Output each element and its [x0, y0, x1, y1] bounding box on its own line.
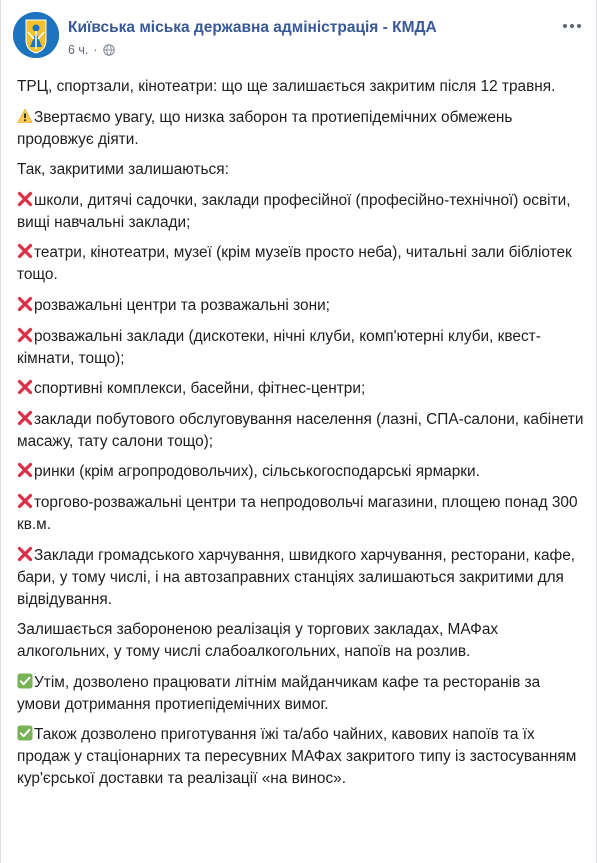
paragraph-text: театри, кінотеатри, музеї (крім музеїв просто неба), читальні зали бібліотек тощо.: [17, 244, 572, 284]
cross-mark-icon: [17, 546, 33, 562]
paragraph-text: заклади побутового обслуговування населення (лазні, СПА-салони, кабінети масажу, тату салони тощо);: [17, 410, 584, 450]
meta-separator: ·: [93, 43, 98, 57]
paragraph-text: спортивні комплекси, басейни, фітнес-центри;: [34, 380, 366, 398]
paragraph-text: ТРЦ, спортзали, кінотеатри: що ще залишається закритим після 12 травня.: [17, 78, 556, 95]
cross-mark-icon: [17, 410, 33, 426]
warning-icon: [17, 108, 33, 124]
post-paragraph: [17, 326, 587, 370]
post-text: [17, 76, 587, 799]
page-avatar[interactable]: [13, 12, 59, 58]
cross-mark-icon: [17, 327, 33, 343]
paragraph-text: Залишається забороненою реалізація у торгових закладах, МАФах алкогольних, у тому числі слабоалкогольних, напоїв на розлив.: [17, 621, 499, 661]
paragraph-text: ринки (крім агропродовольчих), сільськогосподарські ярмарки.: [34, 463, 480, 481]
check-mark-icon: [17, 725, 33, 741]
post-paragraph: [17, 107, 587, 151]
post-paragraph: [17, 492, 587, 536]
paragraph-text: торгово-розважальні центри та непродовольчі магазини, площею понад 300 кв.м.: [17, 493, 578, 533]
post-paragraph: [17, 76, 587, 98]
more-dot-icon: [577, 24, 581, 28]
more-options-button[interactable]: [560, 16, 584, 36]
post-header: [13, 12, 584, 58]
paragraph-text: Так, закритими залишаються:: [17, 161, 229, 179]
cross-mark-icon: [17, 243, 33, 259]
post-paragraph: [17, 672, 587, 716]
post-paragraph: [17, 724, 587, 790]
page-name-link[interactable]: Київська міська державна адміністрація - КМДА: [68, 19, 437, 36]
post-paragraph: [17, 545, 587, 611]
paragraph-text: Заклади громадського харчування, швидкого харчування, ресторани, кафе, бари, у тому числі, і на автозаправних станціях залишаються закритими для відвідування.: [17, 546, 576, 608]
kyiv-coat-of-arms-icon: [13, 12, 59, 58]
paragraph-text: Звертаємо увагу, що низка заборон та протиепідемічних обмежень продовжує діяти.: [17, 108, 513, 148]
globe-icon: [103, 44, 115, 56]
paragraph-text: розважальні центри та розважальні зони;: [34, 296, 330, 314]
paragraph-text: Також дозволено приготування їжі та/або чайних, кавових напоїв та їх продаж у стаціонарних та пересувних МАФах закритого типу із застосуванням кур'єрської доставки та реалізації «на винос».: [17, 726, 577, 788]
cross-mark-icon: [17, 296, 33, 312]
post-paragraph: [17, 461, 587, 483]
post-paragraph: [17, 619, 587, 663]
post-paragraph: [17, 295, 587, 317]
post-paragraph: [17, 190, 587, 234]
cross-mark-icon: [17, 493, 33, 509]
cross-mark-icon: [17, 379, 33, 395]
more-dot-icon: [563, 24, 567, 28]
cross-mark-icon: [17, 191, 33, 207]
post-paragraph: [17, 409, 587, 453]
post-paragraph: [17, 378, 587, 400]
check-mark-icon: [17, 673, 33, 689]
more-dot-icon: [570, 24, 574, 28]
post-timestamp[interactable]: 6 ч.: [68, 43, 89, 57]
paragraph-text: школи, дитячі садочки, заклади професійної (професійно-технічної) освіти, вищі навчальні заклади;: [17, 191, 571, 231]
post-meta: [68, 43, 115, 57]
cross-mark-icon: [17, 462, 33, 478]
paragraph-text: Утім, дозволено працювати літнім майданчикам кафе та ресторанів за умови дотримання протиепідемічних вимог.: [17, 673, 541, 713]
paragraph-text: розважальні заклади (дискотеки, нічні клуби, комп'ютерні клуби, квест-кімнати, тощо);: [17, 327, 541, 367]
post-paragraph: [17, 159, 587, 181]
post-paragraph: [17, 242, 587, 286]
